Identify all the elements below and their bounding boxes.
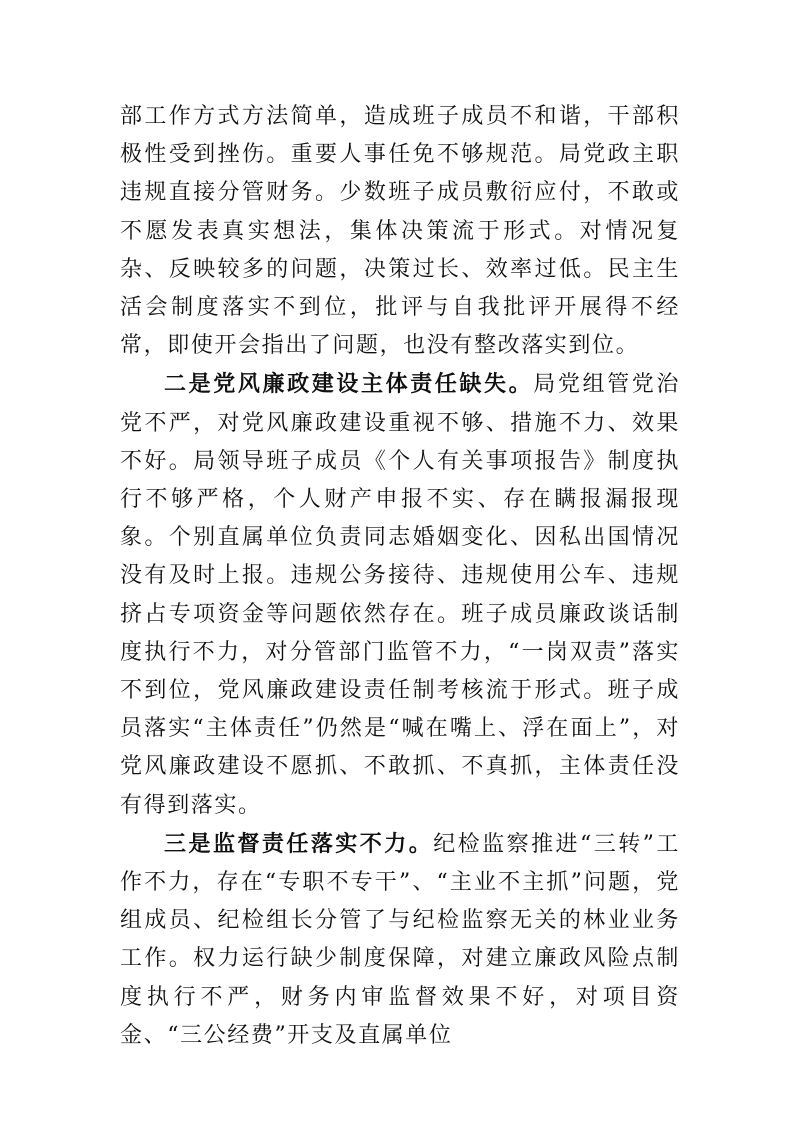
paragraph-heading: 二是党风廉政建设主体责任缺失。 [164, 371, 534, 398]
paragraph-body: 部工作方式方法简单，造成班子成员不和谐，干部积极性受到挫伤。重要人事任免不够规范。局党政主职违规直接分管财务。少数班子成员敷衍应付，不敢或不愿发表真实想法，集体决策流于形式。对情况复杂、反映较多的问题，决策过长、效率过低。民主生活会制度落实不到位，批评与自我批评开展得不经常，即使开会指出了问题，也没有整改落实到位。 [120, 104, 680, 359]
paragraph-continuation [120, 98, 680, 365]
paragraph-accountability [120, 365, 680, 824]
paragraph-supervision [120, 825, 680, 1055]
paragraph-heading: 三是监督责任落实不力。 [164, 830, 434, 857]
document-body [120, 98, 680, 1055]
paragraph-body: 局党组管党治党不严，对党风廉政建设重视不够、措施不力、效果不好。局领导班子成员《个人有关事项报告》制度执行不够严格，个人财产申报不实、存在瞒报漏报现象。个别直属单位负责同志婚姻变化、因私出国情况没有及时上报。违规公务接待、违规使用公车、违规挤占专项资金等问题依然存在。班子成员廉政谈话制度执行不力，对分管部门监管不力，“一岗双责”落实不到位，党风廉政建设责任制考核流于形式。班子成员落实“主体责任”仍然是“喊在嘴上、浮在面上”，对党风廉政建设不愿抓、不敢抓、不真抓，主体责任没有得到落实。 [120, 372, 680, 818]
paragraph-body: 纪检监察推进“三转”工作不力，存在“专职不专干”、“主业不主抓”问题，党组成员、纪检组长分管了与纪检监察无关的林业业务工作。权力运行缺少制度保障，对建立廉政风险点制度执行不严，财务内审监督效果不好，对项目资金、“三公经费”开支及直属单位 [120, 831, 680, 1048]
